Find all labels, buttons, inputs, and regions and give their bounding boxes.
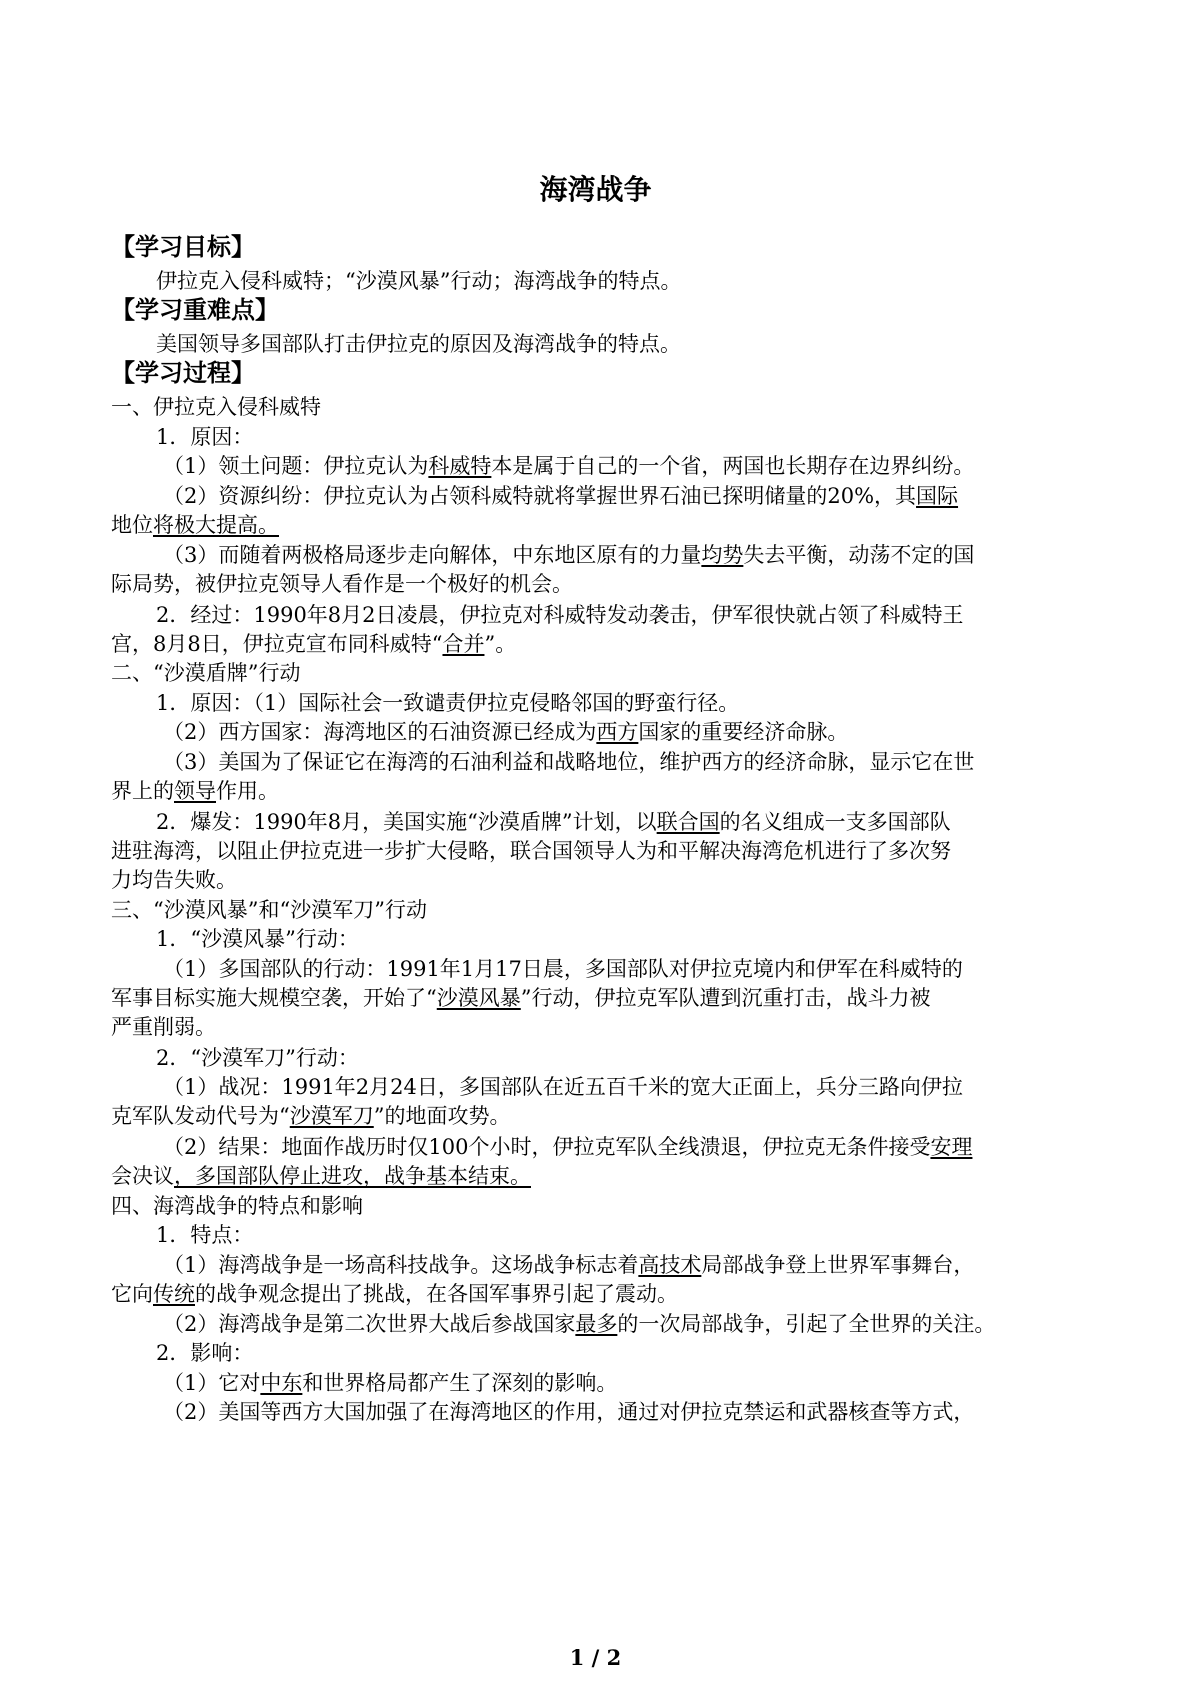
text-segment: （2）美国等西方大国加强了在海湾地区的作用，通过对伊拉克禁运和武器核查等方式， <box>163 1400 975 1424</box>
text-line <box>111 510 279 540</box>
text-segment: 的战争观念提出了挑战，在各国军事界引起了震动。 <box>195 1282 678 1306</box>
page-title: 海湾战争 <box>539 173 652 206</box>
text-line <box>163 481 958 511</box>
text-segment: 2．影响： <box>156 1341 254 1365</box>
underlined-term: 将极大提高。 <box>153 513 279 537</box>
text-line <box>111 392 321 422</box>
text-segment: 力均告失败。 <box>111 868 237 892</box>
underlined-term: 西方 <box>596 720 639 744</box>
text-segment: 界上的 <box>111 779 174 803</box>
text-line <box>111 836 951 866</box>
text-segment: 1．原因： <box>156 425 254 449</box>
text-line <box>156 1220 253 1250</box>
text-line <box>111 658 300 688</box>
text-segment: 作用。 <box>216 779 279 803</box>
key-points-text: 美国领导多国部队打击伊拉克的原因及海湾战争的特点。 <box>156 332 681 356</box>
text-segment: ”行动，伊拉克军队遭到沉重打击，战斗力被 <box>520 986 931 1010</box>
text-segment: （3）而随着两极格局逐步走向解体，中东地区原有的力量 <box>163 543 702 567</box>
text-segment: 宫，8月8日，伊拉克宣布同科威特“ <box>111 632 443 656</box>
learning-goals-text: 伊拉克入侵科威特；“沙漠风暴”行动；海湾战争的特点。 <box>156 269 682 293</box>
text-segment: 1．特点： <box>156 1223 254 1247</box>
underlined-term: 合并 <box>442 632 485 656</box>
text-line <box>163 1132 972 1162</box>
page-number: 1 / 2 <box>569 1645 622 1670</box>
text-segment: 二、“沙漠盾牌”行动 <box>111 661 301 685</box>
text-line <box>111 1012 216 1042</box>
text-line <box>111 1101 511 1131</box>
text-segment: 克军队发动代号为“ <box>111 1104 290 1128</box>
text-line <box>111 895 427 925</box>
text-segment: （1）它对 <box>163 1371 261 1395</box>
text-line <box>111 629 516 659</box>
underlined-term: 安理 <box>930 1135 973 1159</box>
text-segment: 国家的重要经济命脉。 <box>638 720 849 744</box>
underlined-term: 联合国 <box>656 810 720 834</box>
text-segment: 进驻海湾，以阻止伊拉克进一步扩大侵略，联合国领导人为和平解决海湾危机进行了多次努 <box>111 839 951 863</box>
text-segment: 军事目标实施大规模空袭，开始了“ <box>111 986 437 1010</box>
underlined-term: 均势 <box>701 543 744 567</box>
text-line <box>156 600 964 630</box>
text-segment: ”的地面攻势。 <box>373 1104 511 1128</box>
text-segment: 2．爆发：1990年8月，美国实施“沙漠盾牌”计划，以 <box>156 810 657 834</box>
underlined-term: 领导 <box>174 779 216 803</box>
heading-learning-goals: 【学习目标】 <box>111 233 255 261</box>
text-segment: 三、“沙漠风暴”和“沙漠军刀”行动 <box>111 898 427 922</box>
underlined-term: 高技术 <box>638 1253 702 1277</box>
heading-learning-process: 【学习过程】 <box>111 359 255 387</box>
text-line <box>163 451 974 481</box>
text-line <box>156 688 739 718</box>
text-segment: （2）结果：地面作战历时仅100个小时，伊拉克军队全线溃退，伊拉克无条件接受 <box>163 1135 931 1159</box>
underlined-term: 中东 <box>260 1371 303 1395</box>
text-segment: （3）美国为了保证它在海湾的石油利益和战略地位，维护西方的经济命脉，显示它在世 <box>163 750 975 774</box>
text-segment: 本是属于自己的一个省，两国也长期存在边界纠纷。 <box>491 454 975 478</box>
text-segment: 局部战争登上世界军事舞台， <box>701 1253 975 1277</box>
text-line <box>163 954 963 984</box>
text-line <box>163 540 974 570</box>
text-segment: 际局势，被伊拉克领导人看作是一个极好的机会。 <box>111 572 573 596</box>
text-segment: （1）战况：1991年2月24日，多国部队在近五百千米的宽大正面上，兵分三路向伊拉 <box>163 1075 963 1099</box>
text-segment: （2）海湾战争是第二次世界大战后参战国家 <box>163 1312 576 1336</box>
text-line <box>111 865 237 895</box>
text-segment: 和世界格局都产生了深刻的影响。 <box>302 1371 618 1395</box>
text-line <box>111 569 573 599</box>
text-segment: 1．原因：（1）国际社会一致谴责伊拉克侵略邻国的野蛮行径。 <box>156 691 740 715</box>
text-segment: ”。 <box>484 632 517 656</box>
text-segment: （2）西方国家：海湾地区的石油资源已经成为 <box>163 720 597 744</box>
text-segment: （1）海湾战争是一场高科技战争。这场战争标志着 <box>163 1253 639 1277</box>
text-line <box>111 1161 531 1191</box>
text-segment: 严重削弱。 <box>111 1015 216 1039</box>
underlined-term: 传统 <box>153 1282 195 1306</box>
text-line <box>156 422 253 452</box>
text-segment: 它向 <box>111 1282 153 1306</box>
underlined-term: 最多 <box>575 1312 618 1336</box>
text-segment: 会决议 <box>111 1164 174 1188</box>
text-line <box>163 1397 974 1427</box>
text-segment: 的名义组成一支多国部队 <box>719 810 951 834</box>
text-segment: 2．经过：1990年8月2日凌晨，伊拉克对科威特发动袭击，伊军很快就占领了科威特王 <box>156 603 964 627</box>
text-segment: 失去平衡，动荡不定的国 <box>743 543 975 567</box>
text-line <box>163 1250 974 1280</box>
text-line <box>111 776 279 806</box>
text-line <box>163 1309 995 1339</box>
underlined-term: 沙漠风暴 <box>436 986 521 1010</box>
text-line <box>163 1368 617 1398</box>
text-line <box>156 924 359 954</box>
text-line <box>163 717 848 747</box>
underlined-term: ，多国部队停止进攻，战争基本结束。 <box>174 1164 531 1188</box>
text-segment: 地位 <box>111 513 153 537</box>
text-segment: 的一次局部战争，引起了全世界的关注。 <box>617 1312 996 1336</box>
text-line <box>156 1043 359 1073</box>
text-segment: （1）领土问题：伊拉克认为 <box>163 454 429 478</box>
text-line <box>111 1191 363 1221</box>
text-segment: 2．“沙漠军刀”行动： <box>156 1046 359 1070</box>
text-segment: （2）资源纠纷：伊拉克认为占领科威特就将掌握世界石油已探明储量的20%，其 <box>163 484 917 508</box>
text-line <box>156 807 951 837</box>
underlined-term: 沙漠军刀 <box>289 1104 374 1128</box>
underlined-term: 国际 <box>916 484 959 508</box>
text-line <box>163 1072 963 1102</box>
text-segment: 四、海湾战争的特点和影响 <box>111 1194 363 1218</box>
text-line <box>163 747 974 777</box>
text-segment: （1）多国部队的行动：1991年1月17日晨，多国部队对伊拉克境内和伊军在科威特的 <box>163 957 963 981</box>
text-segment: 1．“沙漠风暴”行动： <box>156 927 359 951</box>
underlined-term: 科威特 <box>428 454 492 478</box>
text-line <box>111 1279 678 1309</box>
text-line <box>111 983 930 1013</box>
text-line <box>156 1338 253 1368</box>
heading-key-points: 【学习重难点】 <box>111 296 279 324</box>
text-segment: 一、伊拉克入侵科威特 <box>111 395 321 419</box>
